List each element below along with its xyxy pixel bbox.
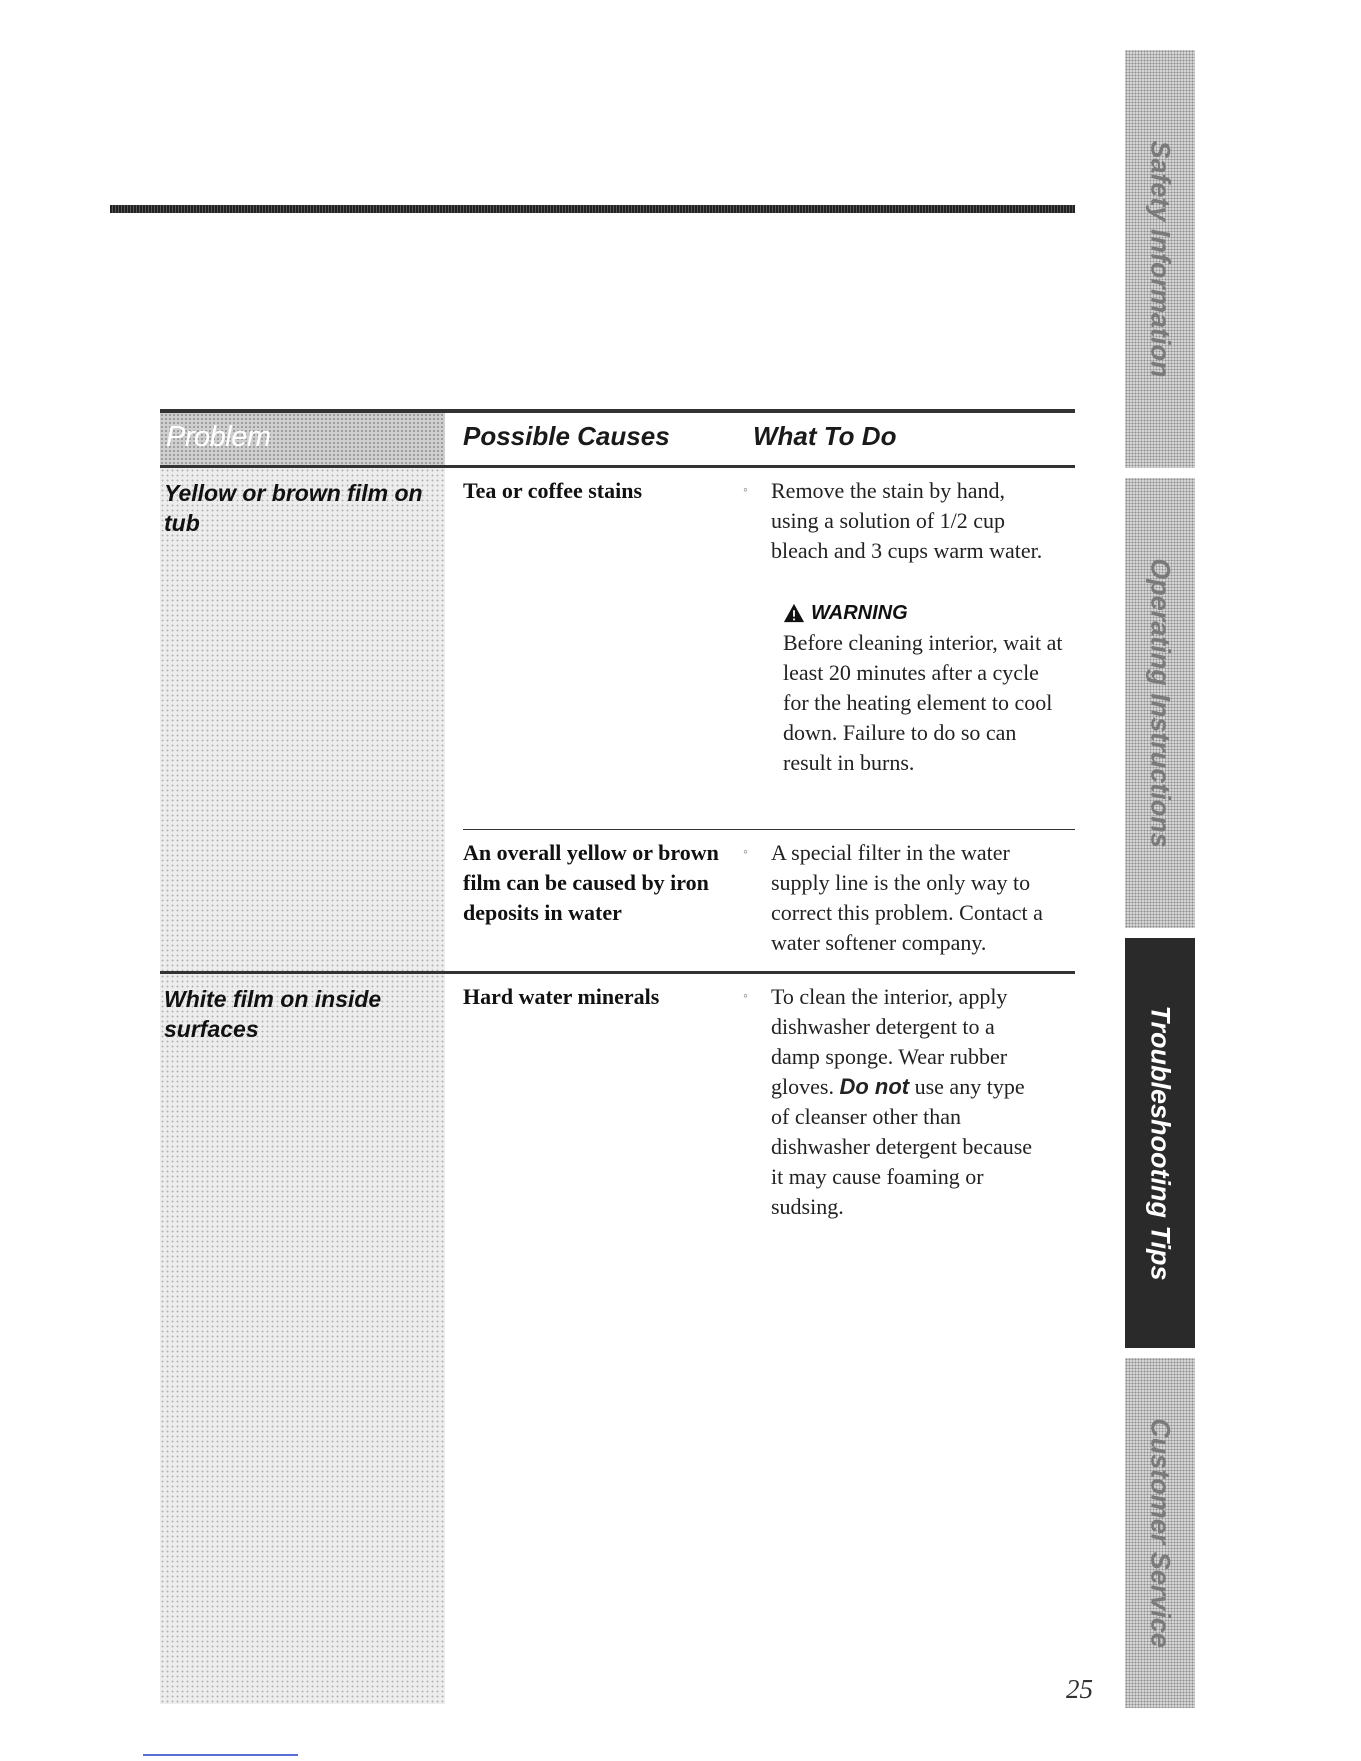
tab-label: Operating Instructions bbox=[1145, 558, 1176, 848]
cause-text: An overall yellow or brown film can be caused by iron deposits in water bbox=[463, 840, 719, 925]
table-header bbox=[160, 413, 1075, 468]
header-what-to-do: What To Do bbox=[753, 421, 897, 451]
tab-label: Safety Information bbox=[1145, 140, 1176, 378]
bullet-icon: ◦ bbox=[743, 483, 748, 498]
problem-text: Yellow or brown film on tub bbox=[164, 480, 423, 536]
warning-triangle-icon bbox=[783, 602, 805, 624]
top-divider bbox=[110, 205, 1075, 213]
troubleshooting-table bbox=[160, 409, 1075, 1704]
todo-item bbox=[743, 476, 1043, 566]
todo-emphasis: Do not bbox=[839, 1074, 910, 1099]
table-row bbox=[160, 468, 1075, 974]
warning-heading bbox=[783, 598, 1063, 628]
cause-divider bbox=[463, 829, 1075, 830]
table-row bbox=[160, 974, 1075, 1704]
warning-text: Before cleaning interior, wait at least 20 minutes after a cycle for the heating element to cool down. Failure to do so can result in burns. bbox=[783, 630, 1063, 775]
section-tabs bbox=[1125, 50, 1195, 1708]
bullet-icon: ◦ bbox=[743, 845, 748, 860]
bottom-link-underline[interactable] bbox=[143, 1754, 298, 1756]
problem-text: White film on inside surfaces bbox=[164, 986, 382, 1042]
problem-cell bbox=[160, 974, 445, 1704]
tab-safety-information[interactable] bbox=[1125, 50, 1195, 468]
todo-item bbox=[743, 982, 1043, 1222]
tab-label: Customer Service bbox=[1145, 1418, 1176, 1648]
cause-text: Tea or coffee stains bbox=[463, 478, 643, 503]
tab-label: Troubleshooting Tips bbox=[1145, 1005, 1176, 1281]
todo-text-before: To clean the interior, apply dishwasher detergent to a damp sponge. Wear rubber gloves. bbox=[771, 984, 1008, 1099]
header-problem: Problem bbox=[166, 421, 271, 453]
tab-operating-instructions[interactable] bbox=[1125, 478, 1195, 928]
header-problem-cell bbox=[160, 413, 445, 465]
tab-customer-service[interactable] bbox=[1125, 1358, 1195, 1708]
todo-text: A special filter in the water supply line is the only way to correct this problem. Contact a water softener company. bbox=[771, 840, 1043, 955]
warning-label: WARNING bbox=[811, 601, 908, 624]
bullet-icon: ◦ bbox=[743, 989, 748, 1004]
todo-item bbox=[743, 838, 1043, 958]
warning-block bbox=[783, 598, 1063, 778]
todo-text-after: use any type of cleanser other than dishwasher detergent because it may cause foaming or sudsing. bbox=[771, 1074, 1033, 1219]
page-number: 25 bbox=[1066, 1674, 1093, 1704]
todo-text bbox=[743, 982, 1043, 1222]
tab-troubleshooting-tips[interactable] bbox=[1125, 938, 1195, 1348]
header-possible-causes: Possible Causes bbox=[463, 421, 670, 451]
todo-text: Remove the stain by hand, using a solution of 1/2 cup bleach and 3 cups warm water. bbox=[771, 478, 1043, 563]
problem-cell bbox=[160, 468, 445, 971]
cause-text: Hard water minerals bbox=[463, 984, 660, 1009]
